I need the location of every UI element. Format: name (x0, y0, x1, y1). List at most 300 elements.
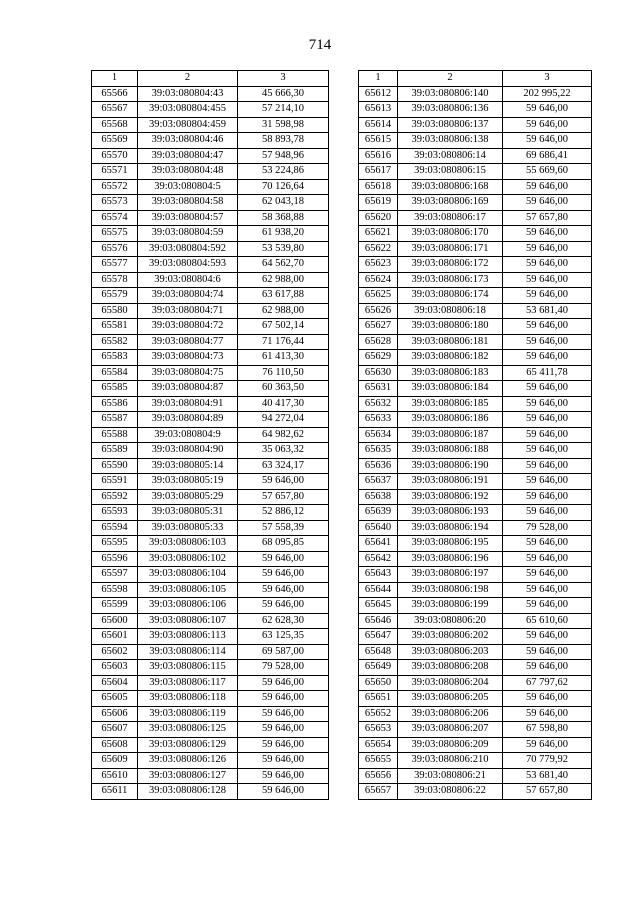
cadastral-number-cell: 39:03:080804:72 (138, 319, 238, 335)
value-cell: 65 610,60 (503, 613, 592, 629)
cadastral-number-cell: 39:03:080806:190 (398, 458, 503, 474)
table-row (92, 520, 329, 536)
table-row (359, 784, 592, 800)
table-row (359, 164, 592, 180)
row-number-cell: 65616 (359, 148, 398, 164)
value-cell: 53 681,40 (503, 303, 592, 319)
value-cell: 63 125,35 (238, 629, 329, 645)
value-cell: 57 657,80 (238, 489, 329, 505)
value-cell: 59 646,00 (503, 288, 592, 304)
table-row (92, 334, 329, 350)
table-row (92, 443, 329, 459)
table-row (92, 737, 329, 753)
cadastral-number-cell: 39:03:080806:106 (138, 598, 238, 614)
row-number-cell: 65576 (92, 241, 138, 257)
table-right-body (359, 86, 592, 799)
row-number-cell: 65569 (92, 133, 138, 149)
row-number-cell: 65633 (359, 412, 398, 428)
cadastral-number-cell: 39:03:080806:199 (398, 598, 503, 614)
cadastral-number-cell: 39:03:080806:181 (398, 334, 503, 350)
row-number-cell: 65587 (92, 412, 138, 428)
table-row (359, 86, 592, 102)
value-cell: 57 214,10 (238, 102, 329, 118)
table-row (359, 350, 592, 366)
cadastral-number-cell: 39:03:080806:129 (138, 737, 238, 753)
value-cell: 94 272,04 (238, 412, 329, 428)
value-cell: 64 562,70 (238, 257, 329, 273)
table-row (92, 598, 329, 614)
row-number-cell: 65654 (359, 737, 398, 753)
value-cell: 59 646,00 (503, 458, 592, 474)
table-row (359, 458, 592, 474)
table-row (92, 303, 329, 319)
row-number-cell: 65653 (359, 722, 398, 738)
row-number-cell: 65649 (359, 660, 398, 676)
value-cell: 59 646,00 (238, 567, 329, 583)
table-right (358, 70, 592, 800)
value-cell: 59 646,00 (238, 737, 329, 753)
table-row (92, 365, 329, 381)
row-number-cell: 65656 (359, 768, 398, 784)
cadastral-number-cell: 39:03:080804:59 (138, 226, 238, 242)
table-row (92, 753, 329, 769)
cadastral-number-cell: 39:03:080806:204 (398, 675, 503, 691)
value-cell: 59 646,00 (503, 195, 592, 211)
value-cell: 59 646,00 (503, 598, 592, 614)
table-row (359, 598, 592, 614)
cadastral-number-cell: 39:03:080806:22 (398, 784, 503, 800)
table-row (359, 365, 592, 381)
value-cell: 59 646,00 (238, 706, 329, 722)
table-row (92, 567, 329, 583)
cadastral-number-cell: 39:03:080806:17 (398, 210, 503, 226)
row-number-cell: 65566 (92, 86, 138, 102)
cadastral-number-cell: 39:03:080804:71 (138, 303, 238, 319)
table-row (359, 753, 592, 769)
table-row (92, 241, 329, 257)
cadastral-number-cell: 39:03:080806:188 (398, 443, 503, 459)
value-cell: 76 110,50 (238, 365, 329, 381)
header-col-3: 3 (238, 71, 329, 87)
value-cell: 68 095,85 (238, 536, 329, 552)
row-number-cell: 65639 (359, 505, 398, 521)
cadastral-number-cell: 39:03:080806:186 (398, 412, 503, 428)
cadastral-number-cell: 39:03:080806:102 (138, 551, 238, 567)
value-cell: 59 646,00 (503, 567, 592, 583)
row-number-cell: 65591 (92, 474, 138, 490)
value-cell: 59 646,00 (238, 768, 329, 784)
table-row (92, 613, 329, 629)
table-row (92, 427, 329, 443)
cadastral-number-cell: 39:03:080804:48 (138, 164, 238, 180)
cadastral-number-cell: 39:03:080806:170 (398, 226, 503, 242)
row-number-cell: 65613 (359, 102, 398, 118)
value-cell: 59 646,00 (503, 737, 592, 753)
cadastral-number-cell: 39:03:080806:104 (138, 567, 238, 583)
cadastral-number-cell: 39:03:080806:113 (138, 629, 238, 645)
row-number-cell: 65583 (92, 350, 138, 366)
cadastral-number-cell: 39:03:080804:87 (138, 381, 238, 397)
table-row (92, 210, 329, 226)
row-number-cell: 65623 (359, 257, 398, 273)
cadastral-number-cell: 39:03:080804:73 (138, 350, 238, 366)
value-cell: 59 646,00 (503, 660, 592, 676)
table-row (92, 582, 329, 598)
row-number-cell: 65575 (92, 226, 138, 242)
cadastral-number-cell: 39:03:080804:6 (138, 272, 238, 288)
row-number-cell: 65629 (359, 350, 398, 366)
table-row (92, 644, 329, 660)
table-row (92, 148, 329, 164)
value-cell: 59 646,00 (503, 706, 592, 722)
header-col-1: 1 (359, 71, 398, 87)
value-cell: 59 646,00 (503, 396, 592, 412)
value-cell: 65 411,78 (503, 365, 592, 381)
row-number-cell: 65648 (359, 644, 398, 660)
cadastral-number-cell: 39:03:080806:185 (398, 396, 503, 412)
value-cell: 57 657,80 (503, 210, 592, 226)
table-row (359, 505, 592, 521)
row-number-cell: 65642 (359, 551, 398, 567)
cadastral-number-cell: 39:03:080806:115 (138, 660, 238, 676)
row-number-cell: 65573 (92, 195, 138, 211)
cadastral-number-cell: 39:03:080806:21 (398, 768, 503, 784)
value-cell: 63 324,17 (238, 458, 329, 474)
value-cell: 79 528,00 (238, 660, 329, 676)
table-row (359, 102, 592, 118)
row-number-cell: 65596 (92, 551, 138, 567)
row-number-cell: 65635 (359, 443, 398, 459)
table-header-row (359, 71, 592, 87)
table-row (92, 691, 329, 707)
table-row (92, 458, 329, 474)
table-row (92, 272, 329, 288)
cadastral-number-cell: 39:03:080806:206 (398, 706, 503, 722)
cadastral-number-cell: 39:03:080806:197 (398, 567, 503, 583)
cadastral-number-cell: 39:03:080806:183 (398, 365, 503, 381)
row-number-cell: 65637 (359, 474, 398, 490)
cadastral-number-cell: 39:03:080806:180 (398, 319, 503, 335)
cadastral-number-cell: 39:03:080804:459 (138, 117, 238, 133)
cadastral-number-cell: 39:03:080806:103 (138, 536, 238, 552)
table-row (359, 303, 592, 319)
value-cell: 62 988,00 (238, 272, 329, 288)
row-number-cell: 65646 (359, 613, 398, 629)
table-row (92, 536, 329, 552)
value-cell: 59 646,00 (503, 257, 592, 273)
value-cell: 59 646,00 (503, 536, 592, 552)
cadastral-number-cell: 39:03:080804:47 (138, 148, 238, 164)
table-row (359, 675, 592, 691)
row-number-cell: 65570 (92, 148, 138, 164)
table-row (359, 334, 592, 350)
row-number-cell: 65626 (359, 303, 398, 319)
value-cell: 71 176,44 (238, 334, 329, 350)
cadastral-number-cell: 39:03:080806:15 (398, 164, 503, 180)
header-col-2: 2 (138, 71, 238, 87)
value-cell: 53 539,80 (238, 241, 329, 257)
table-row (92, 474, 329, 490)
value-cell: 70 126,64 (238, 179, 329, 195)
row-number-cell: 65605 (92, 691, 138, 707)
row-number-cell: 65581 (92, 319, 138, 335)
value-cell: 59 646,00 (503, 691, 592, 707)
value-cell: 59 646,00 (503, 489, 592, 505)
cadastral-number-cell: 39:03:080806:182 (398, 350, 503, 366)
table-row (359, 210, 592, 226)
table-left-body (92, 86, 329, 799)
table-row (92, 489, 329, 505)
cadastral-number-cell: 39:03:080804:89 (138, 412, 238, 428)
cadastral-number-cell: 39:03:080804:43 (138, 86, 238, 102)
table-row (359, 412, 592, 428)
cadastral-number-cell: 39:03:080804:58 (138, 195, 238, 211)
value-cell: 55 669,60 (503, 164, 592, 180)
cadastral-number-cell: 39:03:080806:207 (398, 722, 503, 738)
row-number-cell: 65600 (92, 613, 138, 629)
row-number-cell: 65647 (359, 629, 398, 645)
cadastral-number-cell: 39:03:080806:209 (398, 737, 503, 753)
row-number-cell: 65607 (92, 722, 138, 738)
row-number-cell: 65641 (359, 536, 398, 552)
cadastral-number-cell: 39:03:080804:91 (138, 396, 238, 412)
value-cell: 59 646,00 (238, 753, 329, 769)
cadastral-number-cell: 39:03:080806:105 (138, 582, 238, 598)
table-row (92, 226, 329, 242)
table-row (359, 319, 592, 335)
header-col-2: 2 (398, 71, 503, 87)
row-number-cell: 65595 (92, 536, 138, 552)
value-cell: 61 938,20 (238, 226, 329, 242)
value-cell: 62 043,18 (238, 195, 329, 211)
value-cell: 59 646,00 (503, 179, 592, 195)
row-number-cell: 65572 (92, 179, 138, 195)
row-number-cell: 65624 (359, 272, 398, 288)
table-row (92, 133, 329, 149)
row-number-cell: 65601 (92, 629, 138, 645)
cadastral-number-cell: 39:03:080806:117 (138, 675, 238, 691)
value-cell: 62 628,30 (238, 613, 329, 629)
row-number-cell: 65577 (92, 257, 138, 273)
cadastral-number-cell: 39:03:080806:196 (398, 551, 503, 567)
cadastral-number-cell: 39:03:080804:5 (138, 179, 238, 195)
cadastral-number-cell: 39:03:080806:107 (138, 613, 238, 629)
value-cell: 70 779,92 (503, 753, 592, 769)
row-number-cell: 65593 (92, 505, 138, 521)
table-row (92, 179, 329, 195)
cadastral-number-cell: 39:03:080806:194 (398, 520, 503, 536)
cadastral-number-cell: 39:03:080806:195 (398, 536, 503, 552)
value-cell: 59 646,00 (503, 629, 592, 645)
table-row (359, 536, 592, 552)
row-number-cell: 65650 (359, 675, 398, 691)
cadastral-number-cell: 39:03:080806:125 (138, 722, 238, 738)
cadastral-number-cell: 39:03:080806:137 (398, 117, 503, 133)
value-cell: 59 646,00 (238, 691, 329, 707)
row-number-cell: 65630 (359, 365, 398, 381)
row-number-cell: 65618 (359, 179, 398, 195)
table-row (92, 381, 329, 397)
value-cell: 35 063,32 (238, 443, 329, 459)
row-number-cell: 65638 (359, 489, 398, 505)
row-number-cell: 65651 (359, 691, 398, 707)
value-cell: 59 646,00 (503, 644, 592, 660)
value-cell: 59 646,00 (503, 551, 592, 567)
cadastral-number-cell: 39:03:080806:173 (398, 272, 503, 288)
row-number-cell: 65568 (92, 117, 138, 133)
value-cell: 59 646,00 (238, 784, 329, 800)
value-cell: 59 646,00 (503, 102, 592, 118)
value-cell: 59 646,00 (503, 272, 592, 288)
value-cell: 63 617,88 (238, 288, 329, 304)
header-col-1: 1 (92, 71, 138, 87)
table-row (92, 768, 329, 784)
cadastral-number-cell: 39:03:080806:126 (138, 753, 238, 769)
value-cell: 62 988,00 (238, 303, 329, 319)
row-number-cell: 65617 (359, 164, 398, 180)
value-cell: 59 646,00 (503, 443, 592, 459)
cadastral-number-cell: 39:03:080806:203 (398, 644, 503, 660)
table-row (359, 768, 592, 784)
row-number-cell: 65598 (92, 582, 138, 598)
value-cell: 59 646,00 (238, 722, 329, 738)
row-number-cell: 65597 (92, 567, 138, 583)
row-number-cell: 65590 (92, 458, 138, 474)
value-cell: 57 558,39 (238, 520, 329, 536)
row-number-cell: 65657 (359, 784, 398, 800)
table-row (92, 706, 329, 722)
row-number-cell: 65610 (92, 768, 138, 784)
table-row (92, 551, 329, 567)
row-number-cell: 65625 (359, 288, 398, 304)
row-number-cell: 65582 (92, 334, 138, 350)
cadastral-number-cell: 39:03:080806:202 (398, 629, 503, 645)
table-row (359, 381, 592, 397)
table-row (359, 706, 592, 722)
row-number-cell: 65571 (92, 164, 138, 180)
table-row (92, 412, 329, 428)
value-cell: 53 224,86 (238, 164, 329, 180)
value-cell: 59 646,00 (503, 381, 592, 397)
cadastral-number-cell: 39:03:080806:140 (398, 86, 503, 102)
table-row (359, 582, 592, 598)
value-cell: 61 413,30 (238, 350, 329, 366)
row-number-cell: 65627 (359, 319, 398, 335)
value-cell: 59 646,00 (503, 412, 592, 428)
cadastral-number-cell: 39:03:080806:14 (398, 148, 503, 164)
value-cell: 58 368,88 (238, 210, 329, 226)
table-row (359, 195, 592, 211)
row-number-cell: 65588 (92, 427, 138, 443)
table-row (92, 102, 329, 118)
value-cell: 69 686,41 (503, 148, 592, 164)
table-row (359, 691, 592, 707)
table-row (359, 117, 592, 133)
table-row (359, 226, 592, 242)
cadastral-number-cell: 39:03:080804:9 (138, 427, 238, 443)
table-row (359, 613, 592, 629)
cadastral-number-cell: 39:03:080806:210 (398, 753, 503, 769)
table-row (359, 396, 592, 412)
value-cell: 59 646,00 (238, 675, 329, 691)
table-header-row (92, 71, 329, 87)
row-number-cell: 65631 (359, 381, 398, 397)
row-number-cell: 65622 (359, 241, 398, 257)
table-row (359, 660, 592, 676)
row-number-cell: 65619 (359, 195, 398, 211)
row-number-cell: 65584 (92, 365, 138, 381)
cadastral-number-cell: 39:03:080806:193 (398, 505, 503, 521)
value-cell: 67 797,62 (503, 675, 592, 691)
value-cell: 59 646,00 (503, 334, 592, 350)
row-number-cell: 65611 (92, 784, 138, 800)
cadastral-number-cell: 39:03:080805:31 (138, 505, 238, 521)
value-cell: 67 502,14 (238, 319, 329, 335)
value-cell: 60 363,50 (238, 381, 329, 397)
table-row (359, 567, 592, 583)
value-cell: 59 646,00 (503, 319, 592, 335)
value-cell: 31 598,98 (238, 117, 329, 133)
value-cell: 67 598,80 (503, 722, 592, 738)
cadastral-number-cell: 39:03:080806:174 (398, 288, 503, 304)
value-cell: 59 646,00 (503, 474, 592, 490)
table-row (359, 257, 592, 273)
cadastral-number-cell: 39:03:080806:184 (398, 381, 503, 397)
table-row (359, 722, 592, 738)
value-cell: 45 666,30 (238, 86, 329, 102)
cadastral-number-cell: 39:03:080806:138 (398, 133, 503, 149)
cadastral-number-cell: 39:03:080804:592 (138, 241, 238, 257)
table-row (359, 737, 592, 753)
cadastral-number-cell: 39:03:080806:118 (138, 691, 238, 707)
cadastral-number-cell: 39:03:080804:75 (138, 365, 238, 381)
row-number-cell: 65602 (92, 644, 138, 660)
value-cell: 79 528,00 (503, 520, 592, 536)
header-col-3: 3 (503, 71, 592, 87)
row-number-cell: 65645 (359, 598, 398, 614)
row-number-cell: 65640 (359, 520, 398, 536)
cadastral-number-cell: 39:03:080805:33 (138, 520, 238, 536)
row-number-cell: 65606 (92, 706, 138, 722)
row-number-cell: 65615 (359, 133, 398, 149)
cadastral-number-cell: 39:03:080804:90 (138, 443, 238, 459)
cadastral-number-cell: 39:03:080806:191 (398, 474, 503, 490)
table-row (92, 288, 329, 304)
table-row (359, 489, 592, 505)
cadastral-number-cell: 39:03:080806:114 (138, 644, 238, 660)
value-cell: 57 657,80 (503, 784, 592, 800)
row-number-cell: 65604 (92, 675, 138, 691)
cadastral-number-cell: 39:03:080805:14 (138, 458, 238, 474)
cadastral-number-cell: 39:03:080804:455 (138, 102, 238, 118)
table-row (359, 644, 592, 660)
table-row (359, 443, 592, 459)
table-row (92, 784, 329, 800)
table-row (92, 117, 329, 133)
value-cell: 59 646,00 (503, 582, 592, 598)
row-number-cell: 65634 (359, 427, 398, 443)
cadastral-number-cell: 39:03:080804:57 (138, 210, 238, 226)
row-number-cell: 65594 (92, 520, 138, 536)
table-row (359, 133, 592, 149)
row-number-cell: 65580 (92, 303, 138, 319)
value-cell: 59 646,00 (238, 474, 329, 490)
row-number-cell: 65620 (359, 210, 398, 226)
table-row (92, 319, 329, 335)
value-cell: 59 646,00 (238, 598, 329, 614)
table-row (92, 350, 329, 366)
row-number-cell: 65612 (359, 86, 398, 102)
